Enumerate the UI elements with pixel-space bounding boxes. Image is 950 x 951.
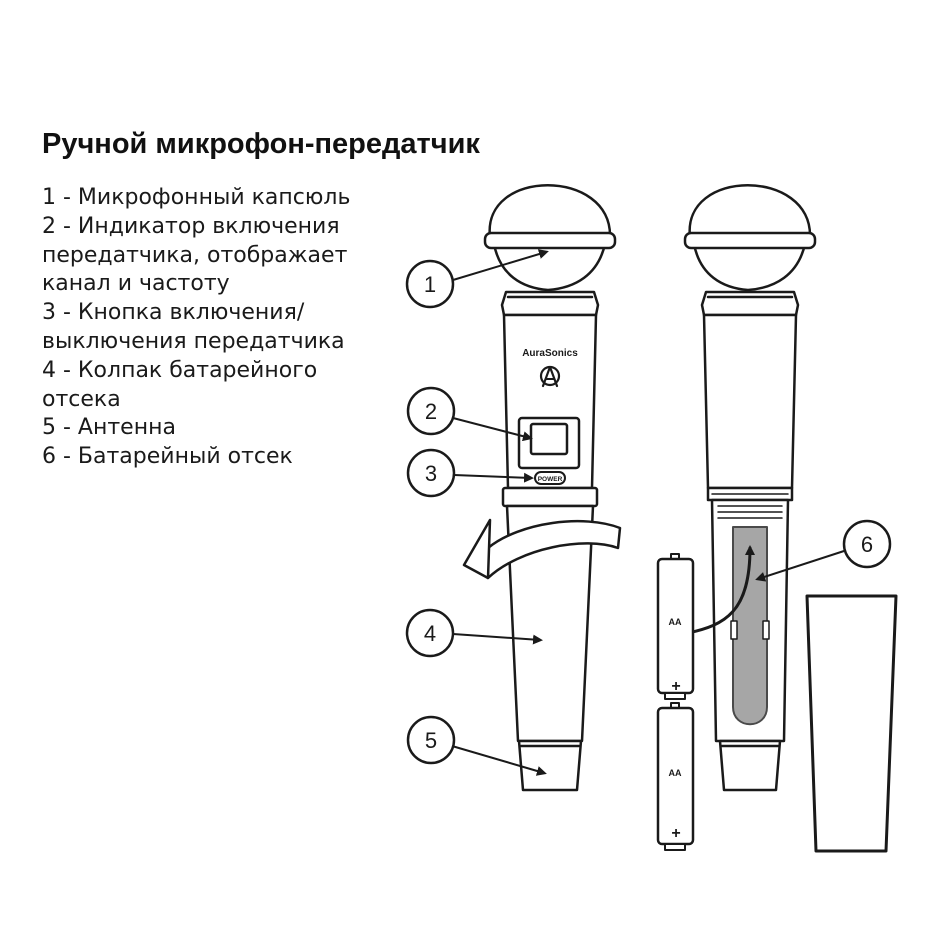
- callout-number: 3: [424, 461, 438, 486]
- microphone-opened: [685, 185, 815, 790]
- legend-item-antenna: 5 - Антенна: [42, 415, 176, 441]
- diagram-title: Ручной микрофон-передатчик: [42, 128, 480, 160]
- callout-number: 2: [424, 399, 438, 424]
- battery-cap-removed: [807, 596, 896, 851]
- legend-item-battery-compartment: 6 - Батарейный отсек: [42, 444, 293, 470]
- battery-label: AA: [668, 617, 682, 627]
- indicator-screen: [531, 424, 567, 454]
- mic-neck: [502, 292, 598, 315]
- capsule-ring: [485, 233, 615, 248]
- brand-label: AuraSonics: [522, 348, 578, 359]
- callout-number: 1: [423, 272, 437, 297]
- battery-label: AA: [668, 768, 682, 778]
- rotation-arrowhead: [464, 520, 490, 578]
- battery-plus: +: [671, 678, 681, 695]
- cap-collar: [503, 488, 597, 506]
- legend-item-battery-cap: 4 - Колпак батарейного отсека: [42, 357, 318, 412]
- callout-number: 6: [860, 532, 874, 557]
- antenna: [519, 741, 581, 790]
- battery-plus: +: [671, 825, 681, 842]
- power-label: POWER: [537, 476, 563, 483]
- mic-body-open: [704, 315, 796, 488]
- microphone-assembled: [485, 185, 615, 790]
- battery-aa-bottom: [658, 703, 693, 850]
- callout-number: 4: [423, 621, 437, 646]
- battery-aa-top: [658, 554, 693, 699]
- legend-item-capsule: 1 - Микрофонный капсюль: [42, 185, 351, 210]
- legend-item-indicator: 2 - Индикатор включения передатчика, отображает канал и частоту: [42, 213, 348, 297]
- callout-number: 5: [424, 728, 438, 753]
- legend-item-power-button: 3 - Кнопка включения/ выключения передатчика: [42, 300, 345, 354]
